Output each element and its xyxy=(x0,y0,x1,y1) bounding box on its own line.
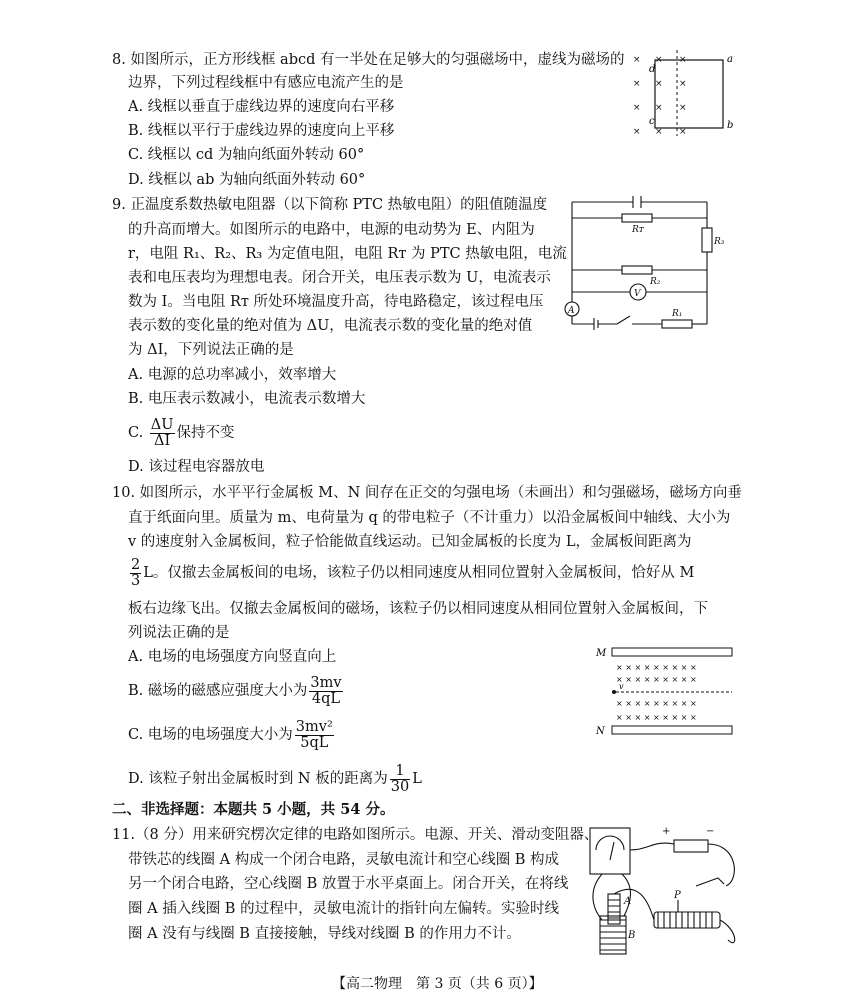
q9-option-b: B. 电压表示数减小，电流表示数增大 xyxy=(128,391,366,407)
q8-option-d: D. 线框以 ab 为轴向纸面外转动 60° xyxy=(128,172,366,188)
q9-label-v: V xyxy=(634,289,641,299)
q10-option-c-text: C. 电场的电场强度大小为 xyxy=(128,727,293,743)
svg-text:×: × xyxy=(655,103,663,113)
q9-option-c-label: C. xyxy=(128,425,144,441)
q10-line1: 10. 如图所示，水平平行金属板 M、N 间存在正交的匀强电场（未画出）和匀强磁场，磁场方向垂 xyxy=(112,485,742,501)
svg-text:×: × xyxy=(655,79,663,89)
q9-line4: 表和电压表均为理想电表。闭合开关，电压表示数为 U，电流表示 xyxy=(128,270,551,286)
q9-line5: 数为 I。当电阻 Rᴛ 所处环境温度升高，待电路稳定，该过程电压 xyxy=(128,294,544,310)
q10-b-num: 3mv xyxy=(310,674,342,691)
svg-text:×: × xyxy=(679,79,687,89)
q9-line1: 9. 正温度系数热敏电阻器（以下简称 PTC 热敏电阻）的阻值随温度 xyxy=(112,197,548,213)
q10-option-b-fraction xyxy=(309,676,342,707)
q9-label-rt: Rᴛ xyxy=(632,225,644,235)
q8-line1: 8. 如图所示，正方形线框 abcd 有一半处在足够大的匀强磁场中，虚线为磁场的 xyxy=(112,52,625,68)
q10-line4 xyxy=(128,555,694,591)
q10-b-den: 4qL xyxy=(311,690,341,707)
q10-line5: 板右边缘飞出。仅撤去金属板间的磁场，该粒子仍以相同速度从相同位置射入金属板间，下 xyxy=(128,601,708,617)
svg-text:×: × xyxy=(655,127,663,137)
q11-label-coil-b: B xyxy=(628,930,636,941)
q9-line3: r，电阻 R₁、R₂、R₃ 为定值电阻，电阻 Rᴛ 为 PTC 热敏电阻，电流 xyxy=(128,246,567,262)
q11-line1: 11.（8 分）用来研究楞次定律的电路如图所示。电源、开关、滑动变阻器、 xyxy=(112,827,599,843)
q8-option-b: B. 线框以平行于虚线边界的速度向上平移 xyxy=(128,123,395,139)
q11-line4: 圈 A 插入线圈 B 的过程中，灵敏电流计的指针向左偏转。实验时线 xyxy=(128,901,560,917)
q10-line4-text: L。仅撤去金属板间的电场，该粒子仍以相同速度从相同位置射入金属板间，恰好从 M xyxy=(143,565,695,581)
q11-line2: 带铁芯的线圈 A 构成一个闭合电路，灵敏电流计和空心线圈 B 构成 xyxy=(128,852,560,868)
q9-option-c-text: 保持不变 xyxy=(176,425,235,441)
svg-text:×: × xyxy=(679,55,687,65)
q11-label-coil-a: A xyxy=(624,896,632,907)
q10-c-num: 3mv² xyxy=(295,718,333,735)
q9-label-a: A xyxy=(568,306,575,316)
svg-text:×: × xyxy=(633,55,641,65)
q10-d-num: 1 xyxy=(390,764,410,780)
q10-option-d-fraction xyxy=(390,764,410,795)
q8-line2: 边界，下列过程线框中有感应电流产生的是 xyxy=(128,75,404,91)
q9-label-r1: R₁ xyxy=(672,309,683,319)
q10-frac-num: 2 xyxy=(131,556,141,573)
svg-text:×: × xyxy=(679,127,687,137)
q9-line7: 为 ΔI，下列说法正确的是 xyxy=(128,342,294,358)
section2-heading: 二、非选择题：本题共 5 小题，共 54 分。 xyxy=(112,801,395,818)
svg-text:×: × xyxy=(679,103,687,113)
q11-apparatus-figure xyxy=(578,820,748,960)
q9-option-c xyxy=(128,415,235,451)
q9-label-r2: R₂ xyxy=(650,277,661,287)
q10-option-d-text: D. 该粒子射出金属板时到 N 板的距离为 xyxy=(128,771,388,787)
q11-line3: 另一个闭合电路，空心线圈 B 放置于水平桌面上。闭合开关，在将线 xyxy=(128,876,569,892)
q9-option-a: A. 电源的总功率减小，效率增大 xyxy=(128,367,337,383)
q10-line3: v 的速度射入金属板间，粒子恰能做直线运动。已知金属板的长度为 L，金属板间距离为 xyxy=(128,534,692,550)
svg-text:×: × xyxy=(633,79,641,89)
q9-option-c-fraction xyxy=(150,418,175,449)
q10-line2: 直于纸面向里。质量为 m、电荷量为 q 的带电粒子（不计重力）以沿金属板间中轴线、大小为 xyxy=(128,510,731,526)
svg-text:× × × × × × × × ×: × × × × × × × × × xyxy=(616,699,697,708)
q10-option-d-unit: L xyxy=(412,771,422,787)
q9-line2: 的升高而增大。如图所示的电路中，电源的电动势为 E、内阻为 xyxy=(128,222,535,238)
q11-label-minus: − xyxy=(706,826,715,837)
svg-text:×: × xyxy=(655,55,663,65)
q10-label-m: M xyxy=(596,648,607,659)
q10-option-a: A. 电场的电场强度方向竖直向上 xyxy=(128,649,337,665)
q8-label-a: a xyxy=(727,54,733,65)
svg-text:×: × xyxy=(633,103,641,113)
svg-text:× × × × × × × × ×: × × × × × × × × × xyxy=(616,675,697,684)
q10-option-c xyxy=(128,717,336,753)
q8-square-loop-figure xyxy=(625,48,745,140)
q10-option-b xyxy=(128,673,345,709)
q9-line6: 表示数的变化量的绝对值为 ΔU，电流表示数的变化量的绝对值 xyxy=(128,318,533,334)
q10-label-n: N xyxy=(596,726,605,737)
q10-frac-den: 3 xyxy=(131,572,141,589)
q10-line6: 列说法正确的是 xyxy=(128,625,230,641)
q8-label-c: c xyxy=(649,116,655,127)
q10-option-d xyxy=(128,761,422,797)
q8-label-b: b xyxy=(727,120,734,131)
page-footer: 【高二物理 第 3 页（共 6 页）】 xyxy=(332,976,543,992)
q9-circuit-figure xyxy=(562,192,725,332)
q11-label-plus: + xyxy=(662,826,671,837)
q10-c-den: 5qL xyxy=(300,734,329,751)
q11-line5: 圈 A 没有与线圈 B 直接接触，导线对线圈 B 的作用力不计。 xyxy=(128,926,521,942)
q8-option-a: A. 线框以垂直于虚线边界的速度向右平移 xyxy=(128,99,395,115)
q8-option-c: C. 线框以 cd 为轴向纸面外转动 60° xyxy=(128,147,365,163)
svg-text:×: × xyxy=(633,127,641,137)
q10-d-den: 30 xyxy=(390,778,410,795)
q9-frac-num: ΔU xyxy=(150,416,174,433)
q9-label-r3: R₃ xyxy=(714,237,725,247)
q10-option-c-fraction xyxy=(295,720,334,751)
svg-text:× × × × × × × × ×: × × × × × × × × × xyxy=(616,713,697,722)
q10-fraction-2-3 xyxy=(130,558,141,589)
q9-option-d: D. 该过程电容器放电 xyxy=(128,459,265,475)
q8-label-d: d xyxy=(649,64,656,75)
q9-frac-den: ΔI xyxy=(154,432,171,449)
q10-label-v: v xyxy=(619,682,624,691)
q10-plates-figure xyxy=(592,642,742,742)
svg-text:× × × × × × × × ×: × × × × × × × × × xyxy=(616,663,697,672)
q10-option-b-text: B. 磁场的磁感应强度大小为 xyxy=(128,683,308,699)
q11-label-p: P xyxy=(674,890,681,901)
